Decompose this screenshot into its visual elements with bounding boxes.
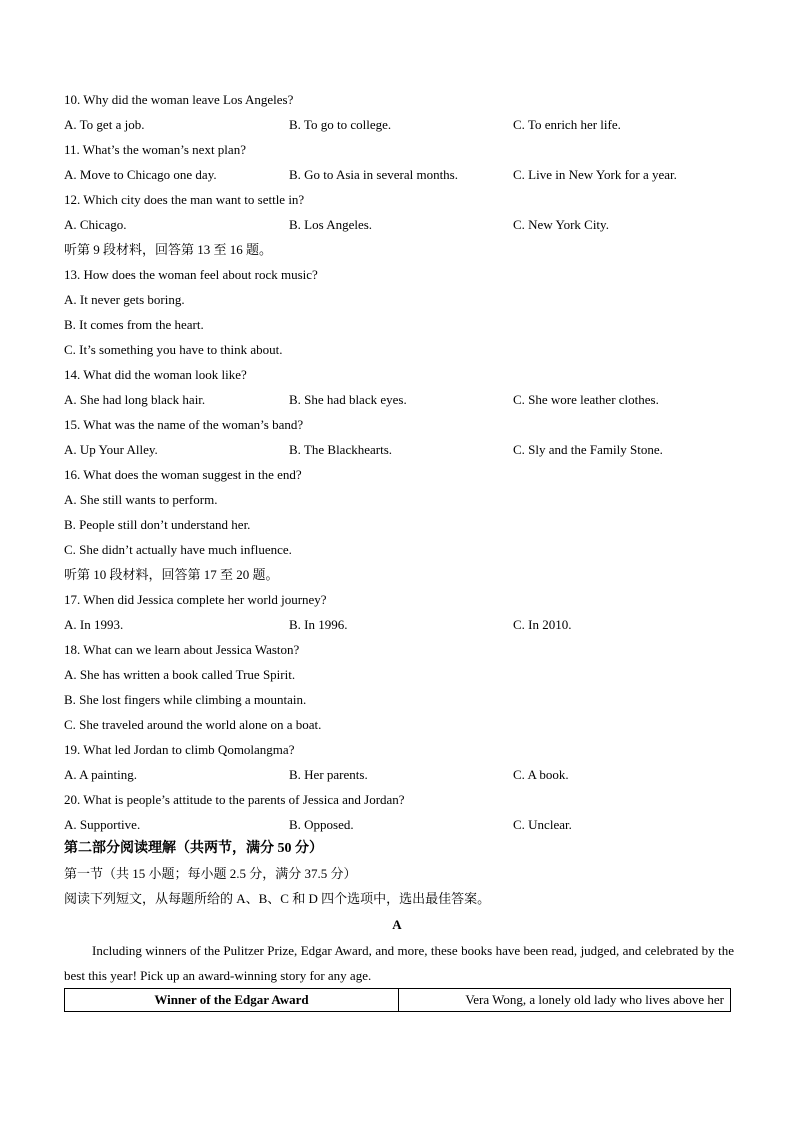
option-b: B. She had black eyes.	[289, 392, 407, 407]
table-header-cell: Winner of the Edgar Award	[65, 989, 399, 1012]
options-20	[64, 817, 734, 833]
option-a: A. She has written a book called True Spirit.	[64, 667, 296, 682]
options-10	[64, 117, 734, 133]
section-10-instruction: 听第 10 段材料，回答第 17 至 20 题。	[64, 567, 279, 582]
option-a: A. Chicago.	[64, 217, 127, 232]
passage-intro: Including winners of the Pulitzer Prize, Edgar Award, and more, these books have been read, judged, and celebrated by the best this year! Pick up an award-winning story for any age.	[64, 943, 734, 983]
option-b: B. The Blackhearts.	[289, 442, 393, 457]
option-c: C. Live in New York for a year.	[513, 167, 677, 182]
option-a: A. To get a job.	[64, 117, 145, 132]
option-b: B. Her parents.	[289, 767, 368, 782]
option-b: B. In 1996.	[289, 617, 348, 632]
passage-label: A	[392, 917, 402, 932]
question-11: 11. What’s the woman’s next plan?	[64, 142, 246, 157]
option-c: C. In 2010.	[513, 617, 572, 632]
option-a: A. It never gets boring.	[64, 292, 185, 307]
section-1-info: 第一节（共 15 小题；每小题 2.5 分，满分 37.5 分）	[64, 866, 357, 881]
question-18: 18. What can we learn about Jessica Waston?	[64, 642, 300, 657]
option-b: B. To go to college.	[289, 117, 392, 132]
option-c: C. It’s something you have to think about.	[64, 342, 283, 357]
option-a: A. She still wants to perform.	[64, 492, 218, 507]
question-14: 14. What did the woman look like?	[64, 367, 247, 382]
question-20: 20. What is people’s attitude to the parents of Jessica and Jordan?	[64, 792, 405, 807]
option-c: C. She didn’t actually have much influence.	[64, 542, 292, 557]
option-b: B. People still don’t understand her.	[64, 517, 251, 532]
question-19: 19. What led Jordan to climb Qomolangma?	[64, 742, 295, 757]
option-c: C. She wore leather clothes.	[513, 392, 659, 407]
options-19	[64, 767, 734, 783]
section-9-instruction: 听第 9 段材料，回答第 13 至 16 题。	[64, 242, 273, 257]
option-c: C. New York City.	[513, 217, 609, 232]
part-2-heading: 第二部分阅读理解（共两节，满分 50 分）	[64, 841, 323, 856]
question-17: 17. When did Jessica complete her world journey?	[64, 592, 327, 607]
option-a: A. In 1993.	[64, 617, 124, 632]
question-15: 15. What was the name of the woman’s band?	[64, 417, 304, 432]
option-b: B. Go to Asia in several months.	[289, 167, 458, 182]
option-a: A. She had long black hair.	[64, 392, 206, 407]
question-13: 13. How does the woman feel about rock music?	[64, 267, 318, 282]
option-b: B. It comes from the heart.	[64, 317, 204, 332]
options-11	[64, 167, 734, 183]
option-c: C. A book.	[513, 767, 569, 782]
option-c: C. Sly and the Family Stone.	[513, 442, 663, 457]
reading-instructions: 阅读下列短文，从每题所给的 A、B、C 和 D 四个选项中，选出最佳答案。	[64, 891, 491, 906]
options-15	[64, 442, 734, 458]
options-14	[64, 392, 734, 408]
award-table	[64, 988, 731, 1012]
option-a: A. Up Your Alley.	[64, 442, 158, 457]
question-12: 12. Which city does the man want to settle in?	[64, 192, 305, 207]
option-b: B. Los Angeles.	[289, 217, 373, 232]
table-row	[65, 989, 731, 1012]
option-b: B. Opposed.	[289, 817, 354, 832]
options-17	[64, 617, 734, 633]
question-16: 16. What does the woman suggest in the end?	[64, 467, 302, 482]
table-cell: Vera Wong, a lonely old lady who lives above her	[399, 989, 731, 1012]
options-12	[64, 217, 734, 233]
option-c: C. Unclear.	[513, 817, 572, 832]
option-a: A. Supportive.	[64, 817, 141, 832]
option-c: C. To enrich her life.	[513, 117, 621, 132]
option-c: C. She traveled around the world alone on a boat.	[64, 717, 322, 732]
option-b: B. She lost fingers while climbing a mountain.	[64, 692, 307, 707]
option-a: A. Move to Chicago one day.	[64, 167, 217, 182]
question-10: 10. Why did the woman leave Los Angeles?	[64, 92, 294, 107]
option-a: A. A painting.	[64, 767, 137, 782]
